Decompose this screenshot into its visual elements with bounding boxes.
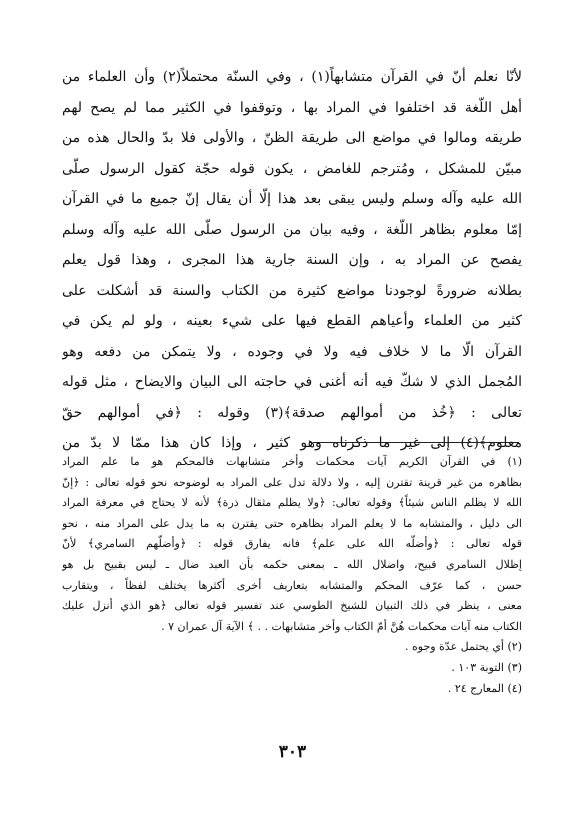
body-line: كثير من العلماء وأعياهم القطع فيها على شيء بعينه ، ولو لم يكن في [62,313,522,329]
body-line: أهل اللّغة قد اختلفوا في المراد بها ، وتوقفوا في الكثير مما لم يصح لهم [62,99,522,116]
footnote-line: إظلال السامري قبيح، واضلال الله ـ بمعنى حكمه بأن العبد ضال ـ ليس بقبيح بل هو [62,557,522,571]
footnote-line: الى دليل ، والمتشابه ما لا يعلم المراد بظاهره حتى يقترن به ما يدل على المراد منه ، نحو [62,516,522,530]
footnote-line: قوله تعالى : ﴿وأضلّه الله على علم﴾ فانه يفارق قوله : ﴿وأضلّهم السامري﴾ لأنّ [62,537,522,551]
body-line: المُجمل الذي لا شكّ فيه أنه أغنى في حاجته الى البيان والايضاح ، مثل قوله [62,374,522,390]
main-text-block [62,62,522,459]
footnote-line: (٤) المعارج ٢٤ . [447,681,522,695]
footnotes-block [62,452,522,699]
body-line: بطلانه ضرورةً لوجودنا مواضع كثيرة من الكتاب والسنة قد أشكلت على [62,282,522,299]
body-line: طريقه ومالوا في مواضع الى طريقة الظنّ ، والأولى فلا بدّ والحال هذه من [62,130,522,146]
footnote-line: الله لا يظلم الناس شيئاً﴾ وقوله تعالى: ﴿ولا يظلم مثقال ذرة﴾ لأنه لا يحتاج في معرفة المراد [62,496,522,510]
body-line: يفصح عن المراد به ، وإن السنة جارية هذا المجرى ، وهذا قول يعلم [62,252,522,268]
body-line: مبيّن للمشكل ، ومُترجم للغامض ، يكون قوله حجّة كقول الرسول صلّى [62,160,522,177]
footnote-line: (٣) التوبة ١٠٣ . [451,660,522,674]
body-line: القرآن الّا ما لا خلاف فيه ولا في وجوده ، ولا يتمكن من دفعه وهو [62,343,522,360]
body-line: الله عليه وآله وسلم وليس يبقى بعد هذا إلّا أن يقال إنّ جميع ما في القرآن [62,191,522,207]
footnote-line: حسن ، كما عرّف المحكم والمتشابه بتعاريف أخرى أكثرها يختلف لفظاً ، ويتقارب [62,578,522,592]
body-line: لأنّا نعلم أنّ في القرآن متشابهاً(١) ، وفي السنّة محتملاً(٢) وأن العلماء من [62,69,522,85]
footnote-line: معنى ، ينظر في ذلك التبيان للشيخ الطوسي عند تفسير قوله تعالى ﴿هو الذي أنزل عليك [62,599,522,613]
footnote-line: بظاهره من غير قرينة تقترن إليه ، ولا دلالة تدل على المراد به لوضوحه نحو قوله تعالى : ﴿إنّ [62,475,522,489]
footnote-line: (٢) أي يحتمل عدّة وجوه . [405,640,522,654]
body-line: تعالى : ﴿خُذ من أموالهم صدقة﴾(٣) وقوله : ﴿في أموالهم حقّ [62,404,522,421]
body-line: إمّا معلوم بظاهر اللّغة ، وفيه بيان من الرسول صلّى الله عليه وآله وسلم [62,221,522,238]
footnote-divider [313,442,519,443]
body-line: معلوم﴾(٤) إلى غير ما ذكرناه وهو كثير ، وإذا كان هذا ممّا لا بدّ من [62,435,522,451]
footnote-line: (١) في القرآن الكريم آيات محكمات وأخر متشابهات فالمحكم هو ما علم المراد [62,455,522,468]
footnote-line: الكتاب منه آيات محكمات هُنَّ أمّ الكتاب وأخر متشابهات . . ﴾ الآية آل عمران ٧ . [161,619,522,633]
page-number: ٣٠٣ [278,742,307,762]
